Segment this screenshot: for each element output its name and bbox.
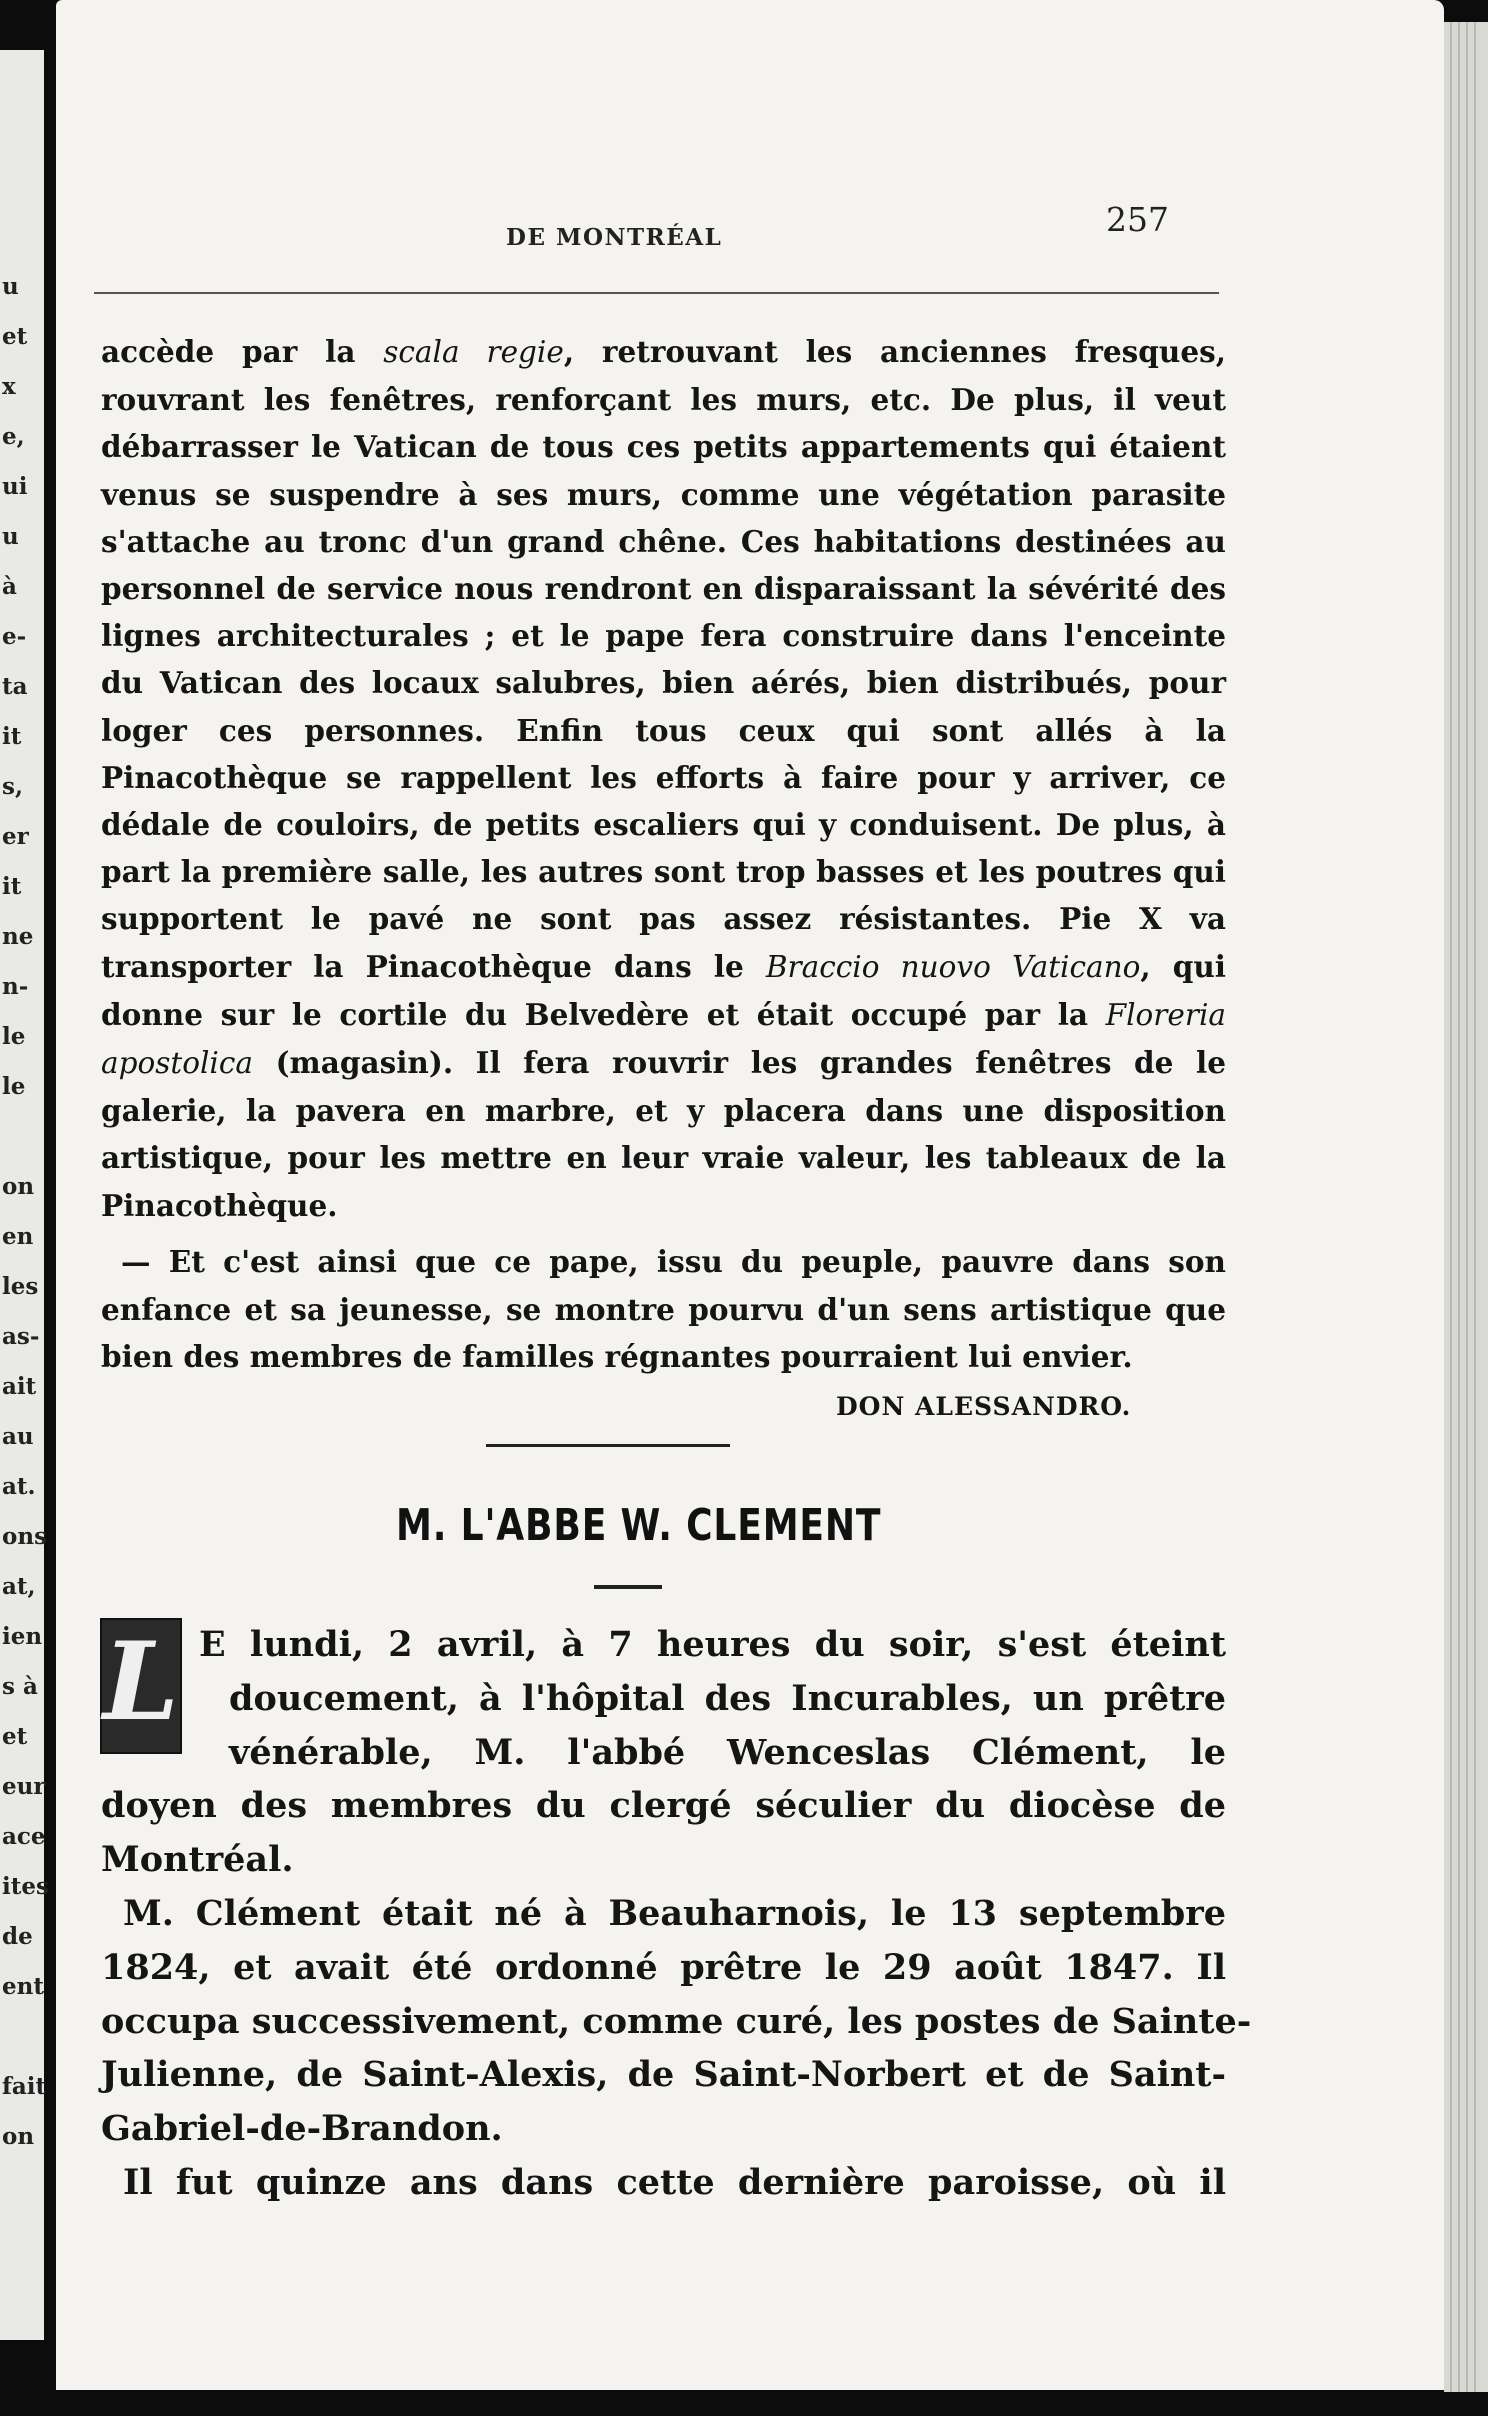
book-page xyxy=(56,0,1444,2390)
section-divider xyxy=(486,1444,730,1447)
margin-fragment: ait xyxy=(2,1373,37,1400)
text-line: 1824, et avait été ordonné prêtre le 29 août 1847. Il xyxy=(101,1946,1226,1988)
closing-paragraph: — Et c'est ainsi que ce pape, issu du peuple, pauvre dans son enfance et sa jeunesse, se montre pourvu d'un sens artistique que bien des membres de familles régnantes pourraient lui envier. xyxy=(101,1244,1226,1374)
margin-fragment: à xyxy=(2,573,17,600)
text-line: Il fut quinze ans dans cette dernière paroisse, où il xyxy=(123,2161,1226,2203)
margin-fragment: eur xyxy=(2,1773,46,1800)
title-underline xyxy=(594,1585,662,1589)
margin-fragment: it xyxy=(2,873,22,900)
text-run: accède par la xyxy=(101,334,384,369)
margin-fragment: de xyxy=(2,1923,33,1950)
margin-fragment: u xyxy=(2,523,19,550)
margin-fragment: x xyxy=(2,373,16,400)
margin-fragment: n- xyxy=(2,973,29,1000)
margin-fragment: ent xyxy=(2,1973,44,2000)
italic-term: Floreria apostolica xyxy=(101,997,1226,1081)
page-number: 257 xyxy=(1106,200,1169,239)
text-line: Julienne, de Saint-Alexis, de Saint-Norbert et de Saint- xyxy=(101,2054,1226,2096)
margin-fragment: at. xyxy=(2,1473,36,1500)
margin-fragment: le xyxy=(2,1023,26,1050)
margin-fragment: it xyxy=(2,723,22,750)
margin-fragment: e- xyxy=(2,623,27,650)
italic-term: scala regie xyxy=(383,335,564,369)
text-run: , retrouvant les anciennes fresques, rouvrant les fenêtres, renforçant les murs, etc. De plus, il veut débarrasser le Vatican de tous ces petits appartements qui étaient venus se suspendre à ses murs, comme une végétation parasite s'attache au tronc d'un grand chêne. Ces habitations destinées au personnel de service nous rendront en disparaissant la sévérité des lignes architecturales ; et le pape fera construire dans l'enceinte du Vatican des locaux salubres, bien aérés, bien distribués, pour loger ces personnes. Enfin tous ceux qui sont allés à la Pinacothèque se rappellent les efforts à faire pour y arriver, ce dédale de couloirs, de petits escaliers qui y conduisent. De plus, à part la première salle, les autres sont trop basses et les poutres qui supportent le pavé ne sont pas assez résistantes. Pie X va transporter la Pinacothèque dans le xyxy=(101,334,1226,984)
italic-term: Braccio nuovo Vaticano xyxy=(765,949,1141,984)
text-run: , qui donne sur le cortile du Belvedère et était occupé par la xyxy=(101,948,1226,1032)
margin-fragment: ons xyxy=(2,1523,48,1550)
text-run: (magasin). Il fera rouvrir les grandes fenêtres de le galerie, la pavera en marbre, et y placera dans une disposition artistique, pour les mettre en leur vraie valeur, les tableaux de la Pinacothèque. xyxy=(101,1045,1226,1223)
margin-fragment: et xyxy=(2,323,28,350)
page-stack-edge xyxy=(1444,22,1488,2392)
margin-fragment: at, xyxy=(2,1573,36,1600)
text-line: doyen des membres du clergé séculier du diocèse de xyxy=(101,1785,1226,1827)
margin-fragment: on xyxy=(2,1173,35,1200)
text-line: M. Clément était né à Beauharnois, le 13 septembre xyxy=(123,1892,1226,1934)
margin-fragment: er xyxy=(2,823,29,850)
text-line: Montréal. xyxy=(101,1839,294,1881)
margin-fragment: ne xyxy=(2,923,34,950)
margin-fragment: on xyxy=(2,2123,35,2150)
margin-fragment: u xyxy=(2,273,19,300)
text-line: E lundi, 2 avril, à 7 heures du soir, s'est éteint xyxy=(199,1624,1226,1665)
text-line: vénérable, M. l'abbé Wenceslas Clément, le xyxy=(229,1731,1226,1773)
author-signature: DON ALESSANDRO. xyxy=(836,1392,1132,1421)
margin-fragment: e, xyxy=(2,423,25,450)
running-title: DE MONTRÉAL xyxy=(506,224,723,251)
margin-fragment: ta xyxy=(2,673,28,700)
margin-fragment: s à xyxy=(2,1673,38,1700)
header-rule xyxy=(94,292,1219,294)
margin-fragment: as- xyxy=(2,1323,40,1350)
margin-fragment: fait xyxy=(2,2073,47,2100)
margin-fragment: ien xyxy=(2,1623,43,1650)
previous-page-edge xyxy=(0,50,49,2340)
margin-fragment: s, xyxy=(2,773,23,800)
margin-fragment: le xyxy=(2,1073,26,1100)
margin-fragment: ites xyxy=(2,1873,49,1900)
margin-fragment: au xyxy=(2,1423,34,1450)
text-line: doucement, à l'hôpital des Incurables, un prêtre xyxy=(229,1677,1226,1719)
margin-fragment: les xyxy=(2,1273,39,1300)
article-title: M. L'ABBE W. CLEMENT xyxy=(396,1500,882,1551)
margin-fragment: ace xyxy=(2,1823,46,1850)
text-line: occupa successivement, comme curé, les postes de Sainte- xyxy=(101,2000,1252,2042)
article-body xyxy=(101,1618,1252,2210)
article-body-paragraph xyxy=(101,328,1226,1229)
margin-fragment: ui xyxy=(2,473,28,500)
dropcap-letter: L xyxy=(103,1619,179,1745)
text-line: Gabriel-de-Brandon. xyxy=(101,2108,503,2150)
margin-fragment: et xyxy=(2,1723,28,1750)
margin-fragment: en xyxy=(2,1223,34,1250)
